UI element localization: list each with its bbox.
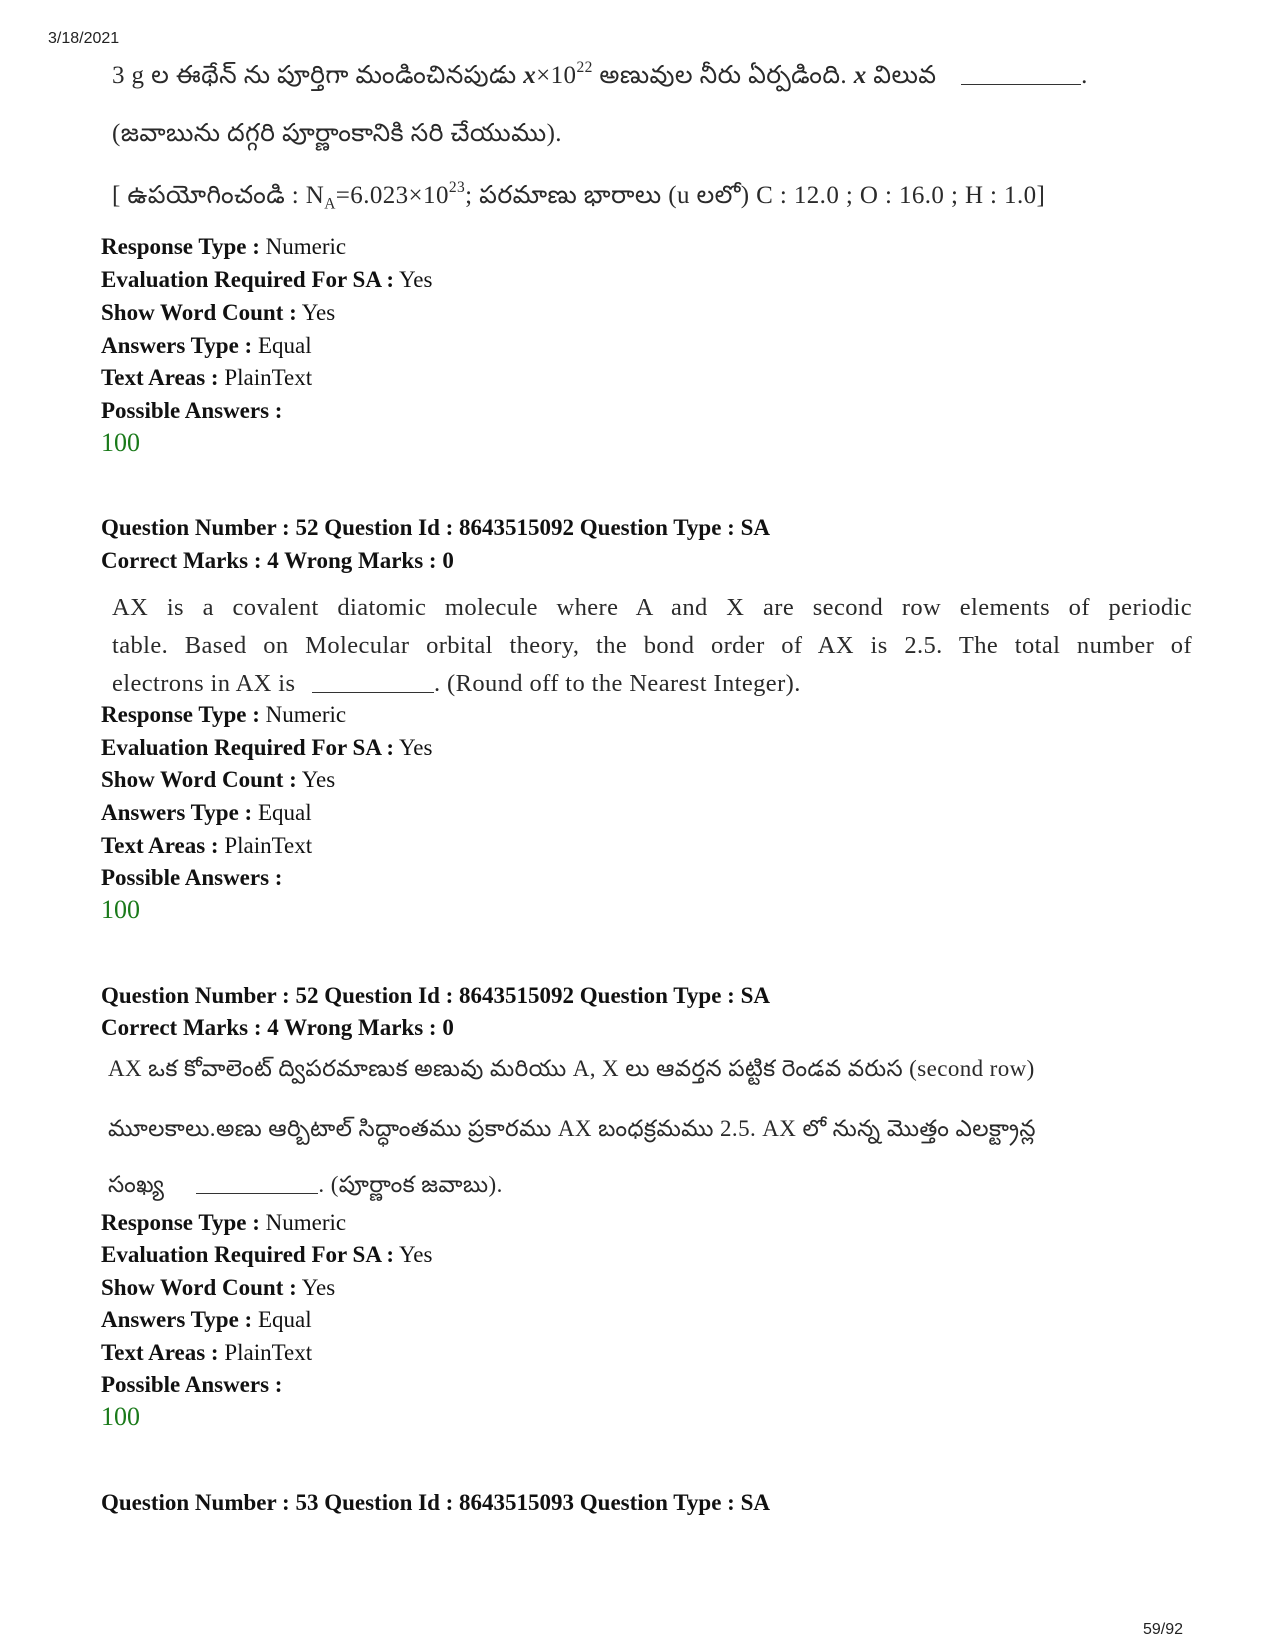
- evaluation-required-row: Evaluation Required For SA : Yes: [101, 735, 433, 760]
- question-text: (జవాబును దగ్గరి పూర్ణాంకానికి సరి చేయుము).: [112, 120, 562, 147]
- question-header: Question Number : 52 Question Id : 8643515092 Question Type : SA: [101, 515, 770, 540]
- answers-type-row: Answers Type : Equal: [101, 800, 312, 825]
- answer-blank: [312, 672, 434, 693]
- answer-blank: [961, 64, 1081, 85]
- times-ten: ×10: [536, 62, 577, 89]
- show-word-count-row: Show Word Count : Yes: [101, 300, 336, 325]
- exponent: 22: [576, 59, 593, 77]
- show-word-count-row: Show Word Count : Yes: [101, 767, 336, 792]
- answers-type-row: Answers Type : Equal: [101, 1307, 312, 1332]
- question-text: మూలకాలు.అణు ఆర్బిటాల్ సిద్ధాంతము ప్రకారము AX బంధక్రమము 2.5. AX లో నున్న మొత్తం ఎలక్ట్రాన్ల: [108, 1116, 1036, 1141]
- show-word-count-row: Show Word Count : Yes: [101, 1275, 336, 1300]
- page-number: 59/92: [1142, 1621, 1183, 1638]
- possible-answers-row: Possible Answers :: [101, 398, 283, 423]
- exponent: 23: [448, 179, 466, 197]
- question-text: =6.023×10: [335, 182, 449, 209]
- text-areas-row: Text Areas : PlainText: [101, 833, 313, 858]
- possible-answer-value: 100: [101, 428, 140, 457]
- question-text: AX ఒక కోవాలెంట్ ద్విపరమాణుక అణువు మరియు A, X లు ఆవర్తన పట్టిక రెండవ వరుస (second row): [108, 1056, 1035, 1081]
- question-text: . (Round off to the Nearest Integer).: [433, 670, 801, 697]
- question-text: 3 g ల ఈథేన్ ను పూర్తిగా మండించినపుడు: [112, 62, 517, 89]
- answers-type-row: Answers Type : Equal: [101, 333, 312, 358]
- question-text: electrons in AX is: [112, 670, 296, 697]
- text-areas-row: Text Areas : PlainText: [101, 1340, 313, 1365]
- question-text: విలువ: [873, 62, 937, 89]
- marks-line: Correct Marks : 4 Wrong Marks : 0: [101, 1015, 454, 1040]
- text-areas-row: Text Areas : PlainText: [101, 365, 313, 390]
- possible-answer-value: 100: [101, 1402, 140, 1431]
- possible-answers-row: Possible Answers :: [101, 865, 283, 890]
- possible-answer-value: 100: [101, 895, 140, 924]
- question-text: ; పరమాణు భారాలు (u లలో) C : 12.0 ; O : 16.0 ; H : 1.0]: [465, 182, 1046, 209]
- answer-blank: [196, 1173, 318, 1194]
- variable-x: x: [853, 62, 867, 89]
- variable-x: x: [523, 62, 537, 89]
- response-type-row: Response Type : Numeric: [101, 234, 347, 259]
- response-type-row: Response Type : Numeric: [101, 702, 347, 727]
- question-text: సంఖ్య: [108, 1172, 165, 1197]
- question-text: AX is a covalent diatomic molecule where A and X are second row elements of periodic: [112, 594, 1192, 621]
- response-type-row: Response Type : Numeric: [101, 1210, 347, 1235]
- evaluation-required-row: Evaluation Required For SA : Yes: [101, 1242, 433, 1267]
- print-date: 3/18/2021: [48, 30, 120, 47]
- marks-line: Correct Marks : 4 Wrong Marks : 0: [101, 548, 454, 573]
- question-header: Question Number : 53 Question Id : 8643515093 Question Type : SA: [101, 1490, 770, 1515]
- question-header: Question Number : 52 Question Id : 8643515092 Question Type : SA: [101, 983, 770, 1008]
- question-text: . (పూర్ణాంక జవాబు).: [318, 1172, 503, 1197]
- subscript: A: [324, 195, 336, 213]
- possible-answers-row: Possible Answers :: [101, 1372, 283, 1397]
- question-text: [ ఉపయోగించండి : N: [112, 182, 325, 209]
- question-text: table. Based on Molecular orbital theory, the bond order of AX is 2.5. The total number of: [112, 632, 1192, 659]
- question-text: అణువుల నీరు ఏర్పడింది.: [599, 62, 848, 89]
- evaluation-required-row: Evaluation Required For SA : Yes: [101, 267, 433, 292]
